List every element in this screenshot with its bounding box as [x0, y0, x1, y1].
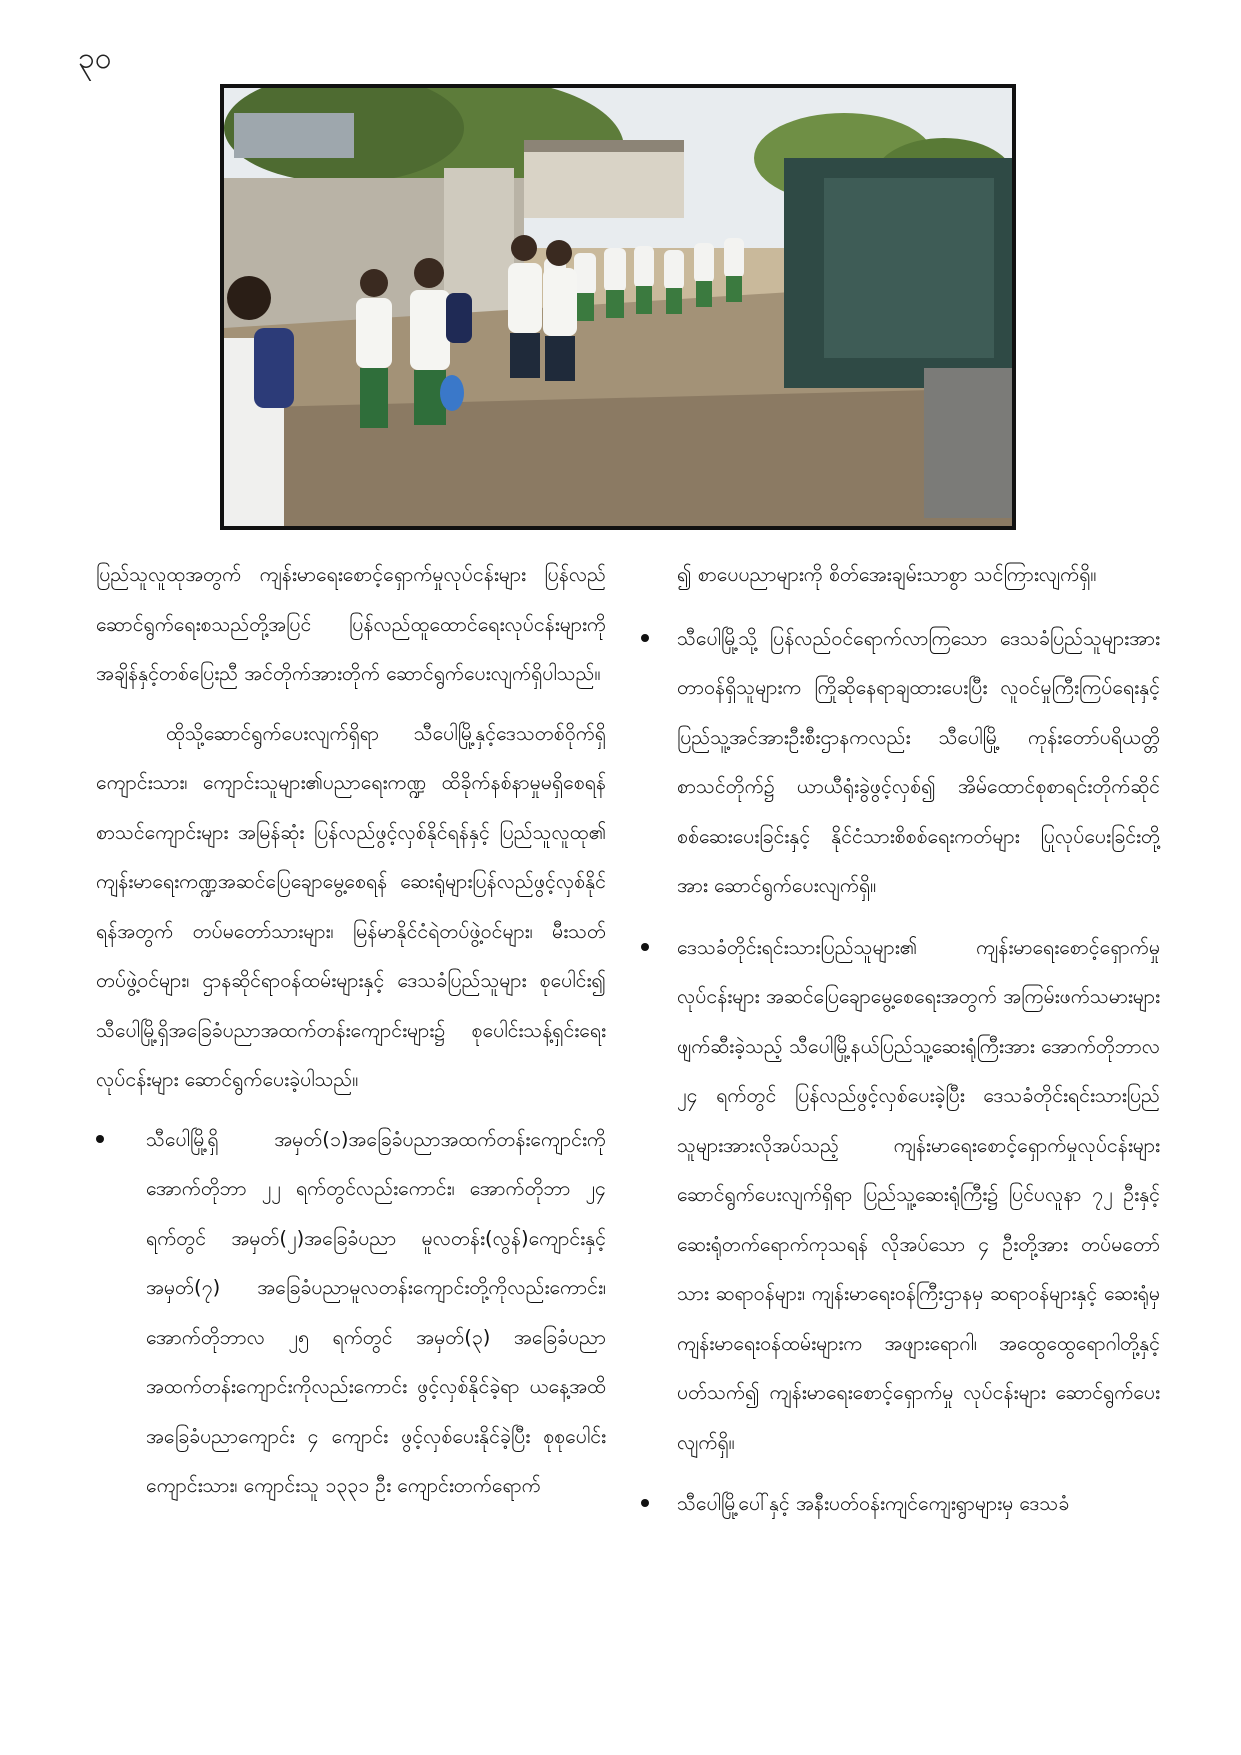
list-item-text: သီပေါမြို့ပေါ်နှင့် အနီးပတ်ဝန်းကျင်ကျေးရွာများမှ ဒေသခံ	[677, 1492, 1070, 1515]
bullet-icon	[641, 1499, 649, 1507]
paragraph: ထိုသို့ဆောင်ရွက်ပေးလျက်ရှိရာ သီပေါမြို့နှင့်ဒေသတစ်ဝိုက်ရှိ ကျောင်းသား၊ ကျောင်းသူများ၏ပညာရေးကဏ္ဍ ထိခိုက်နစ်နာမှုမရှိစေရန် စာသင်ကျောင်းများ အမြန်ဆုံး ပြန်လည်ဖွင့်လှစ်နိုင်ရန်နှင့် ပြည်သူလူထု၏ ကျန်းမာရေးကဏ္ဍအဆင်ပြေချောမွေ့စေရန် ဆေးရုံများပြန်လည်ဖွင့်လှစ်နိုင်ရန်အတွက် တပ်မတော်သားများ၊ မြန်မာနိုင်ငံရဲတပ်ဖွဲ့ဝင်များ၊ မီးသတ်တပ်ဖွဲ့ဝင်များ၊ ဌာနဆိုင်ရာဝန်ထမ်းများနှင့် ဒေသခံပြည်သူများ စုပေါင်း၍ သီပေါမြို့ရှိအခြေခံပညာအထက်တန်းကျောင်းများ၌ စုပေါင်းသန့်ရှင်းရေးလုပ်ငန်းများ ဆောင်ရွက်ပေးခဲ့ပါသည်။	[96, 721, 606, 1091]
list-item	[643, 923, 1160, 1468]
schoolchildren-photo	[220, 84, 1016, 530]
bullet-icon	[641, 634, 649, 642]
bullet-icon	[641, 943, 649, 951]
paragraph-continuation: ၍ စာပေပညာများကို စိတ်အေးချမ်းသာစွာ သင်ကြားလျက်ရှိ။	[677, 563, 1097, 586]
left-column	[96, 550, 606, 1523]
right-column	[643, 550, 1160, 1541]
page-number: ၃၀	[78, 41, 112, 76]
list-item-text: သီပေါမြို့သို့ ပြန်လည်ဝင်ရောက်လာကြသော ဒေသခံပြည်သူများအား တာဝန်ရှိသူများက ကြိုဆိုနေရာချထားပေးပြီး လူဝင်မှုကြီးကြပ်ရေးနှင့် ပြည်သူ့အင်အားဦးစီးဌာနကလည်း သီပေါမြို့ ကုန်းတော်ပရိယတ္တိစာသင်တိုက်၌ ယာယီရုံးခွဲဖွင့်လှစ်၍ အိမ်ထောင်စုစာရင်းတိုက်ဆိုင်စစ်ဆေးပေးခြင်းနှင့် နိုင်ငံသားစိစစ်ရေးကတ်များ ပြုလုပ်ပေးခြင်းတို့အား ဆောင်ရွက်ပေးလျက်ရှိ။	[677, 626, 1160, 897]
paragraph: ပြည်သူလူထုအတွက် ကျန်းမာရေးစောင့်ရှောက်မှုလုပ်ငန်းများ ပြန်လည်ဆောင်ရွက်ရေးစသည်တို့အပြင် ပြန်လည်ထူထောင်ရေးလုပ်ငန်းများကို အချိန်နှင့်တစ်ပြေးညီ အင်တိုက်အားတိုက် ဆောင်ရွက်ပေးလျက်ရှိပါသည်။	[96, 563, 606, 685]
list-item-text: သီပေါမြို့ရှိ အမှတ်(၁)အခြေခံပညာအထက်တန်းကျောင်းကို အောက်တိုဘာ ၂၂ ရက်တွင်လည်းကောင်း၊ အောက်တိုဘာ ၂၄ ရက်တွင် အမှတ်(၂)အခြေခံပညာ မူလတန်း(လွန်)ကျောင်းနှင့် အမှတ်(၇) အခြေခံပညာမူလတန်းကျောင်းတို့ကိုလည်းကောင်း၊ အောက်တိုဘာလ ၂၅ ရက်တွင် အမှတ်(၃) အခြေခံပညာအထက်တန်းကျောင်းကိုလည်းကောင်း ဖွင့်လှစ်နိုင်ခဲ့ရာ ယနေ့အထိ အခြေခံပညာကျောင်း ၄ ကျောင်း ဖွင့်လှစ်ပေးနိုင်ခဲ့ပြီး စုစုပေါင်းကျောင်းသား၊ ကျောင်းသူ ၁၃၃၁ ဦး ကျောင်းတက်ရောက်	[146, 1127, 606, 1497]
bullet-list	[96, 1115, 606, 1511]
list-item	[643, 1479, 1160, 1529]
list-item-text: ဒေသခံတိုင်းရင်းသားပြည်သူများ၏ ကျန်းမာရေးစောင့်ရှောက်မှုလုပ်ငန်းများ အဆင်ပြေချောမွေ့စေရေးအတွက် အကြမ်းဖက်သမားများ ဖျက်ဆီးခဲ့သည့် သီပေါမြို့နယ်ပြည်သူ့ဆေးရုံကြီးအား အောက်တိုဘာလ ၂၄ ရက်တွင် ပြန်လည်ဖွင့်လှစ်ပေးခဲ့ပြီး ဒေသခံတိုင်းရင်းသားပြည်သူများအားလိုအပ်သည့် ကျန်းမာရေးစောင့်ရှောက်မှုလုပ်ငန်းများ ဆောင်ရွက်ပေးလျက်ရှိရာ ပြည်သူ့ဆေးရုံကြီး၌ ပြင်ပလူနာ ၇၂ ဦးနှင့် ဆေးရုံတက်ရောက်ကုသရန် လိုအပ်သော ၄ ဦးတို့အား တပ်မတော်သား ဆရာဝန်များ၊ ကျန်းမာရေးဝန်ကြီးဌာနမှ ဆရာဝန်များနှင့် ဆေးရုံမှ ကျန်းမာရေးဝန်ထမ်းများက အဖျားရောဂါ၊ အထွေထွေရောဂါတို့နှင့်ပတ်သက်၍ ကျန်းမာရေးစောင့်ရှောက်မှု လုပ်ငန်းများ ဆောင်ရွက်ပေးလျက်ရှိ။	[677, 935, 1160, 1454]
bullet-icon	[96, 1135, 104, 1143]
list-item	[96, 1115, 606, 1511]
list-item	[643, 614, 1160, 911]
photo-illustration	[224, 88, 1012, 526]
bullet-list	[643, 614, 1160, 1529]
